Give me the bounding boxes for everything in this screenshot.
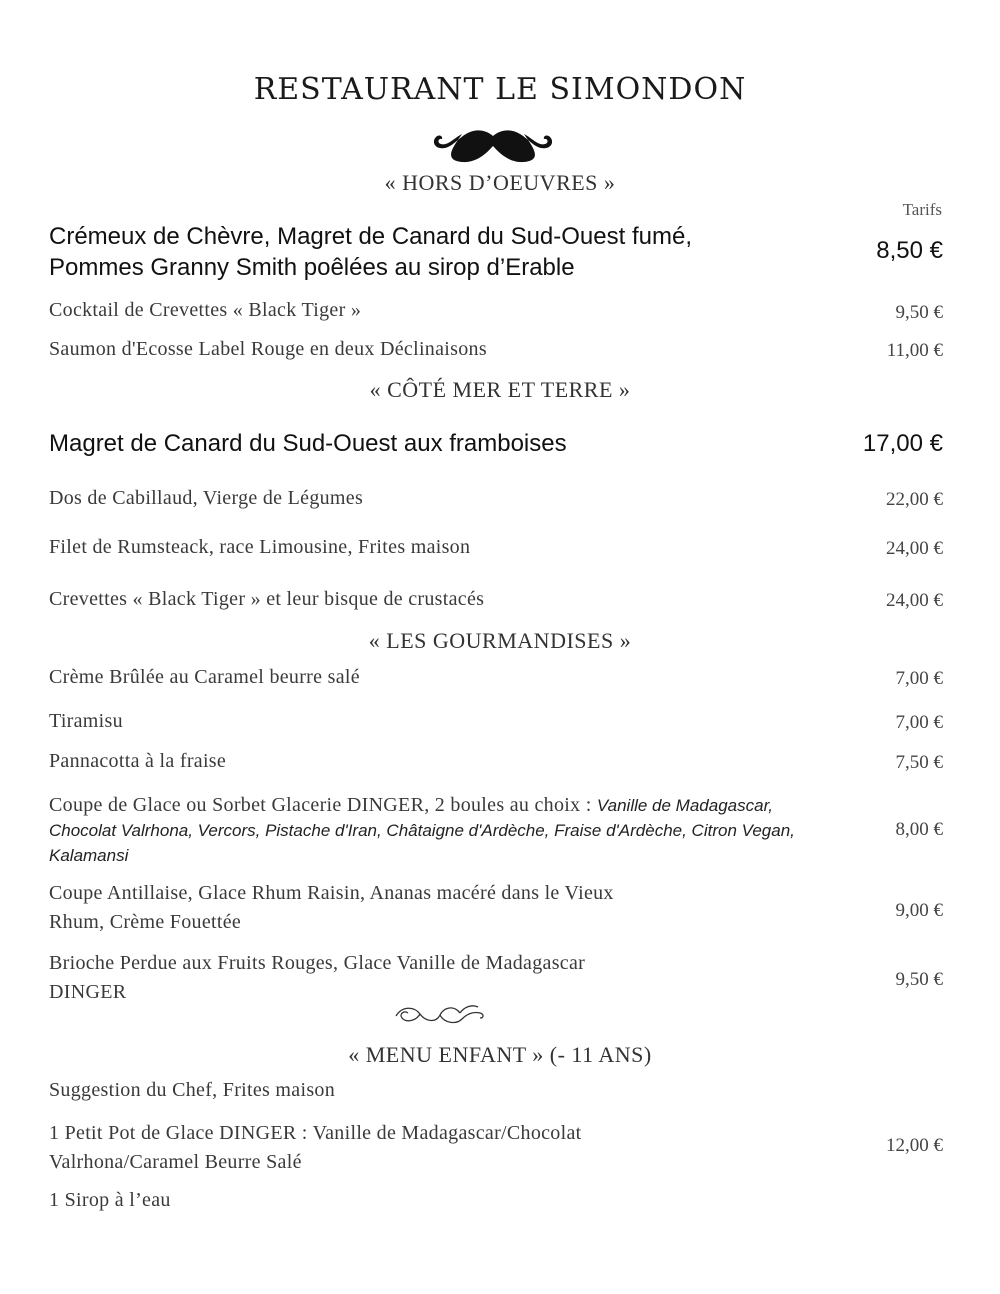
restaurant-title: RESTAURANT LE SIMONDON	[253, 72, 747, 107]
menu-item: Crevettes « Black Tiger » et leur bisque de crustacés	[49, 588, 485, 610]
menu-item: Magret de Canard du Sud-Ouest aux framboises	[49, 430, 567, 457]
item-price: 8,50 €	[876, 237, 943, 264]
item-price: 24,00 €	[886, 538, 943, 559]
menu-item: Tiramisu	[49, 710, 123, 732]
item-name-line2: DINGER	[49, 981, 127, 1003]
item-price: 7,00 €	[895, 668, 943, 689]
menu-item: Filet de Rumsteack, race Limousine, Frites maison	[49, 536, 471, 558]
item-price: 8,00 €	[895, 819, 943, 840]
menu-item: Dos de Cabillaud, Vierge de Légumes	[49, 487, 364, 509]
menu-item	[49, 1119, 829, 1177]
menu-item	[49, 793, 829, 868]
item-price: 11,00 €	[886, 340, 943, 361]
item-name-line1: Brioche Perdue aux Fruits Rouges, Glace Vanille de Madagascar	[49, 952, 586, 974]
item-price: 17,00 €	[862, 430, 943, 457]
menu-item: Crème Brûlée au Caramel beurre salé	[49, 666, 360, 688]
section-hors-doeuvres: « HORS D’OEUVRES »	[384, 170, 616, 195]
item-name-line2: Rhum, Crème Fouettée	[49, 911, 242, 933]
item-name-line1: Crémeux de Chèvre, Magret de Canard du Sud-Ouest fumé,	[49, 223, 692, 250]
menu-item	[49, 949, 829, 1007]
tarifs-label: Tarifs	[902, 200, 942, 219]
menu-item: 1 Sirop à l’eau	[49, 1189, 171, 1211]
item-name-line1: Coupe Antillaise, Glace Rhum Raisin, Ananas macéré dans le Vieux	[49, 882, 614, 904]
item-name: Coupe de Glace ou Sorbet Glacerie DINGER, 2 boules au choix :	[49, 794, 592, 816]
item-name-line2: Pommes Granny Smith poêlées au sirop d’Erable	[49, 254, 575, 281]
item-price: 22,00 €	[886, 489, 943, 510]
menu-item: Suggestion du Chef, Frites maison	[49, 1079, 336, 1101]
section-gourmandises: « LES GOURMANDISES »	[368, 628, 632, 653]
section-cote-mer-terre: « CÔTÉ MER ET TERRE »	[369, 377, 631, 402]
item-name-line1: 1 Petit Pot de Glace DINGER : Vanille de Madagascar/Chocolat	[49, 1122, 582, 1144]
menu-item	[49, 221, 829, 283]
item-price: 9,00 €	[895, 900, 943, 921]
item-price: 7,50 €	[895, 752, 943, 773]
menu-item: Saumon d'Ecosse Label Rouge en deux Déclinaisons	[49, 338, 487, 360]
section-menu-enfant: « MENU ENFANT » (- 11 ANS)	[348, 1042, 652, 1067]
flourish-icon	[392, 1001, 487, 1029]
item-price: 9,50 €	[895, 302, 943, 323]
item-price: 9,50 €	[895, 969, 943, 990]
item-name-line2: Valrhona/Caramel Beurre Salé	[49, 1151, 302, 1173]
menu-item	[49, 879, 829, 937]
item-flavours: Vanille de Madagascar, Chocolat Valrhona, Vercors, Pistache d'Iran, Châtaigne d'Ardèche, Fraise d'Ardèche, Citron Vegan, Kalamansi	[49, 796, 795, 865]
item-price: 24,00 €	[886, 590, 943, 611]
menu-item: Cocktail de Crevettes « Black Tiger »	[49, 299, 362, 321]
item-price: 12,00 €	[886, 1135, 943, 1156]
mustache-icon	[432, 126, 554, 164]
item-price: 7,00 €	[895, 712, 943, 733]
menu-item: Pannacotta à la fraise	[49, 750, 227, 772]
